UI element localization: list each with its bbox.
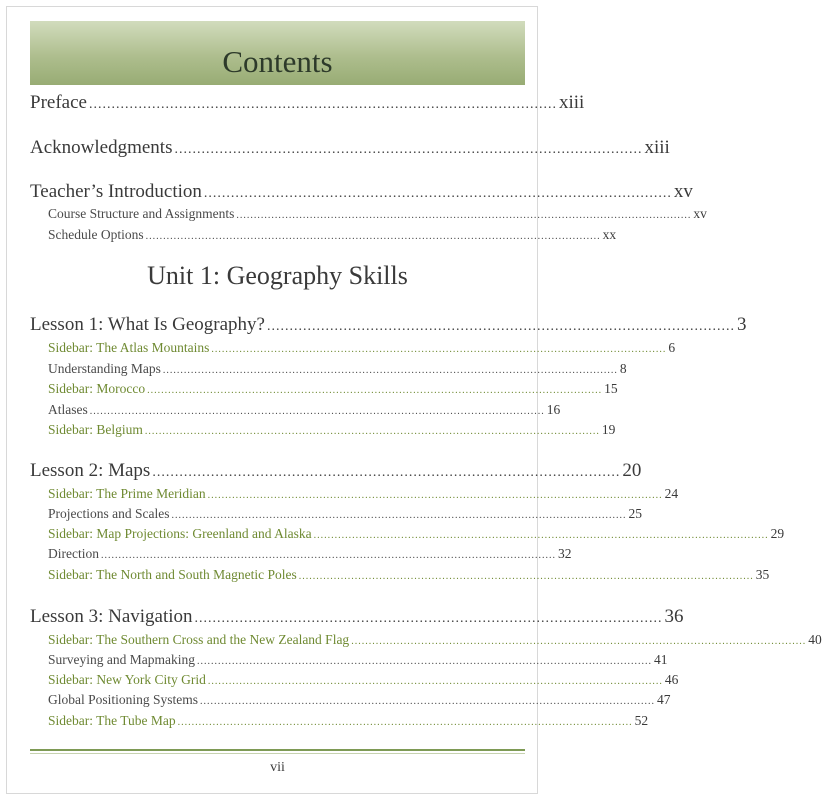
toc-subentry-page: 6 (668, 340, 676, 355)
leader-dots: ........................................................................................................ (174, 142, 643, 157)
leader-dots: .................................................................................................................................. (211, 344, 667, 355)
toc-subentry-label: Sidebar: New York City Grid (48, 672, 206, 687)
toc-subentry[interactable] (48, 506, 642, 524)
toc-subentry[interactable] (48, 227, 617, 245)
toc-subentry[interactable] (48, 361, 627, 379)
toc-sidebar-entry[interactable] (48, 567, 770, 585)
toc-subentry-page: 41 (653, 652, 668, 667)
toc-subentry-label: Projections and Scales (48, 506, 170, 521)
toc-subentry[interactable] (48, 652, 668, 670)
leader-dots: ........................................................................................................ (203, 186, 672, 201)
toc-sidebar-entry[interactable] (48, 526, 785, 544)
leader-dots: .................................................................................................................................. (100, 550, 556, 561)
unit-heading: Unit 1: Geography Skills (147, 261, 408, 290)
toc-sidebar-entry[interactable] (48, 381, 618, 399)
leader-dots: ........................................................................................................ (152, 465, 621, 480)
leader-dots: ........................................................................................................ (88, 97, 557, 112)
toc-subentry-page: 52 (634, 713, 649, 728)
leader-dots: ........................................................................................................ (194, 611, 663, 626)
page-number: vii (270, 760, 285, 775)
leader-dots: ........................................................................................................ (266, 319, 735, 334)
toc-sidebar-entry[interactable] (48, 713, 649, 731)
toc-subentry-label: Sidebar: Belgium (48, 422, 143, 437)
toc-subentry-page: 32 (557, 546, 572, 561)
leader-dots: .................................................................................................................................. (162, 365, 618, 376)
lesson-title: Lesson 2: Maps (30, 460, 151, 481)
toc-sidebar-entry[interactable] (48, 486, 679, 504)
leader-dots: .................................................................................................................................. (147, 385, 603, 396)
toc-subentry-page: 29 (770, 526, 785, 541)
toc-subentry-page: xx (602, 227, 617, 242)
toc-sidebar-entry[interactable] (48, 672, 679, 690)
toc-subentry-page: 8 (619, 361, 627, 376)
toc-subentry-page: 40 (808, 632, 822, 647)
toc-sidebar-entry[interactable] (48, 422, 616, 440)
toc-subentry-page: 16 (546, 402, 561, 417)
toc-subentry-page: xv (693, 206, 707, 221)
toc-subentry-label: Sidebar: The North and South Magnetic Poles (48, 567, 297, 582)
toc-subentry-page: 24 (664, 486, 679, 501)
toc-entry-teachers-introduction[interactable] (30, 181, 693, 205)
toc-entry-page: xiii (558, 92, 585, 113)
toc-subentry-page: 25 (628, 506, 642, 521)
toc-entry-page: xiii (644, 137, 670, 158)
leader-dots: .................................................................................................................................. (144, 426, 600, 437)
page-title: Contents (222, 44, 333, 79)
toc-subentry-label: Schedule Options (48, 227, 144, 242)
lesson-page: 36 (664, 606, 684, 627)
toc-subentry-label: Understanding Maps (48, 361, 161, 376)
toc-subentry-label: Global Positioning Systems (48, 692, 199, 707)
toc-lesson-3[interactable] (30, 606, 684, 630)
leader-dots: .................................................................................................................................. (207, 676, 663, 687)
toc-subentry[interactable] (48, 206, 707, 224)
toc-lesson-2[interactable] (30, 460, 642, 484)
leader-dots: .................................................................................................................................. (145, 231, 601, 242)
toc-subentry-label: Atlases (48, 402, 88, 417)
toc-subentry-label: Sidebar: Morocco (48, 381, 146, 396)
leader-dots: .................................................................................................................................. (177, 717, 633, 728)
leader-dots: .................................................................................................................................. (207, 490, 663, 501)
leader-dots: .................................................................................................................................. (351, 636, 807, 647)
footer-rule-thin (30, 753, 525, 754)
toc-entry-label: Acknowledgments (30, 137, 173, 158)
leader-dots: .................................................................................................................................. (236, 210, 692, 221)
toc-subentry-label: Sidebar: The Atlas Mountains (48, 340, 210, 355)
leader-dots: .................................................................................................................................. (200, 696, 656, 707)
toc-subentry-label: Surveying and Mapmaking (48, 652, 195, 667)
toc-subentry-label: Sidebar: The Tube Map (48, 713, 176, 728)
toc-subentry-page: 47 (657, 692, 671, 707)
toc-entry-acknowledgments[interactable] (30, 137, 670, 161)
leader-dots: .................................................................................................................................. (89, 406, 545, 417)
lesson-title: Lesson 3: Navigation (30, 606, 193, 627)
toc-subentry[interactable] (48, 546, 572, 564)
toc-subentry[interactable] (48, 692, 671, 710)
toc-subentry-label: Sidebar: The Prime Meridian (48, 486, 206, 501)
toc-lesson-1[interactable] (30, 314, 747, 338)
toc-entry-label: Preface (30, 92, 87, 113)
lesson-page: 20 (622, 460, 642, 481)
leader-dots: .................................................................................................................................. (196, 656, 652, 667)
toc-sidebar-entry[interactable] (48, 632, 822, 650)
toc-subentry-label: Direction (48, 546, 99, 561)
toc-subentry-label: Sidebar: Map Projections: Greenland and Alaska (48, 526, 312, 541)
toc-subentry-label: Sidebar: The Southern Cross and the New Zealand Flag (48, 632, 350, 647)
toc-subentry[interactable] (48, 402, 561, 420)
lesson-title: Lesson 1: What Is Geography? (30, 314, 265, 335)
leader-dots: .................................................................................................................................. (298, 571, 754, 582)
toc-subentry-page: 15 (604, 381, 618, 396)
toc-subentry-page: 46 (664, 672, 679, 687)
toc-sidebar-entry[interactable] (48, 340, 676, 358)
toc-subentry-page: 19 (601, 422, 616, 437)
footer-rule (30, 749, 525, 751)
leader-dots: .................................................................................................................................. (171, 510, 627, 521)
toc-subentry-label: Course Structure and Assignments (48, 206, 235, 221)
lesson-page: 3 (736, 314, 747, 335)
toc-entry-label: Teacher’s Introduction (30, 181, 202, 202)
leader-dots: .................................................................................................................................. (313, 530, 769, 541)
toc-entry-preface[interactable] (30, 92, 585, 116)
toc-subentry-page: 35 (755, 567, 770, 582)
toc-entry-page: xv (673, 181, 693, 202)
